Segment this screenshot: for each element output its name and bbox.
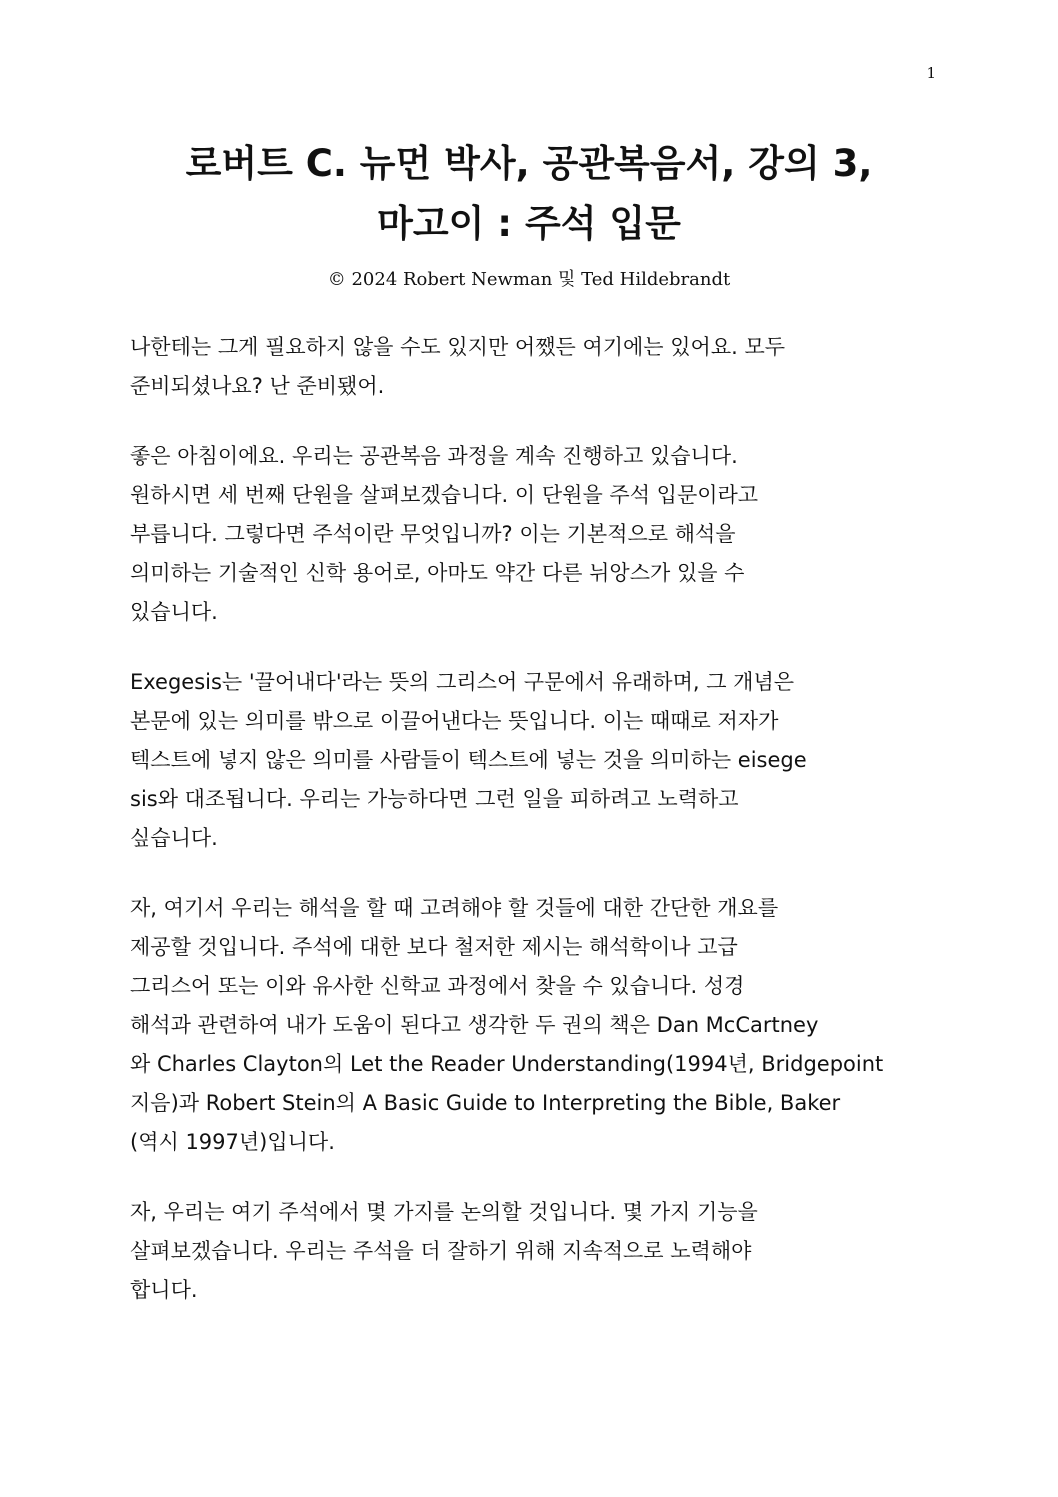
title-line-2: 마고이 : 주석 입문 <box>377 202 681 245</box>
paragraph-line: 지음)과 Robert Stein의 A Basic Guide to Interpreting the Bible, Baker <box>130 1091 841 1115</box>
paragraph-line: 자, 여기서 우리는 해석을 할 때 고려해야 할 것들에 대한 간단한 개요를 <box>130 896 779 920</box>
paragraph-line: 해석과 관련하여 내가 도움이 된다고 생각한 두 권의 책은 Dan McCartney <box>130 1013 819 1037</box>
paragraph-line: sis와 대조됩니다. 우리는 가능하다면 그런 일을 피하려고 노력하고 <box>130 787 739 811</box>
paragraph-line: 좋은 아침이에요. 우리는 공관복음 과정을 계속 진행하고 있습니다. <box>130 444 738 468</box>
paragraph-line: 그리스어 또는 이와 유사한 신학교 과정에서 찾을 수 있습니다. 성경 <box>130 974 745 998</box>
paragraph-5 <box>130 1193 930 1310</box>
paragraph-line: 부릅니다. 그렇다면 주석이란 무엇입니까? 이는 기본적으로 해석을 <box>130 522 736 546</box>
paragraph-line: 의미하는 기술적인 신학 용어로, 아마도 약간 다른 뉘앙스가 있을 수 <box>130 561 745 585</box>
paragraph-line: (역시 1997년)입니다. <box>130 1130 335 1154</box>
paragraph-line: 합니다. <box>130 1278 198 1302</box>
paragraph-line: 싶습니다. <box>130 826 218 850</box>
paragraph-line: 준비되셨나요? 난 준비됐어. <box>130 374 385 398</box>
paragraph-line: 살펴보겠습니다. 우리는 주석을 더 잘하기 위해 지속적으로 노력해야 <box>130 1239 752 1263</box>
paragraph-1 <box>130 328 930 406</box>
paragraph-line: 나한테는 그게 필요하지 않을 수도 있지만 어쨌든 여기에는 있어요. 모두 <box>130 335 786 359</box>
copyright-notice: © 2024 Robert Newman 및 Ted Hildebrandt <box>327 269 731 290</box>
paragraph-line: 본문에 있는 의미를 밖으로 이끌어낸다는 뜻입니다. 이는 때때로 저자가 <box>130 709 779 733</box>
paragraph-line: 텍스트에 넣지 않은 의미를 사람들이 텍스트에 넣는 것을 의미하는 eisege <box>130 748 807 772</box>
page-number: 1 <box>926 64 936 82</box>
paragraph-line: 자, 우리는 여기 주석에서 몇 가지를 논의할 것입니다. 몇 가지 기능을 <box>130 1200 758 1224</box>
document-body <box>130 328 930 1341</box>
paragraph-line: Exegesis는 '끌어내다'라는 뜻의 그리스어 구문에서 유래하며, 그 개념은 <box>130 670 795 694</box>
paragraph-3 <box>130 663 930 858</box>
paragraph-4 <box>130 889 930 1162</box>
title-line-1: 로버트 C. 뉴먼 박사, 공관복음서, 강의 3, <box>185 142 873 185</box>
paragraph-2 <box>130 437 930 632</box>
page-title <box>100 134 958 254</box>
paragraph-line: 와 Charles Clayton의 Let the Reader Understanding(1994년, Bridgepoint <box>130 1052 884 1076</box>
paragraph-line: 원하시면 세 번째 단원을 살펴보겠습니다. 이 단원을 주석 입문이라고 <box>130 483 759 507</box>
paragraph-line: 제공할 것입니다. 주석에 대한 보다 철저한 제시는 해석학이나 고급 <box>130 935 738 959</box>
paragraph-line: 있습니다. <box>130 600 218 624</box>
